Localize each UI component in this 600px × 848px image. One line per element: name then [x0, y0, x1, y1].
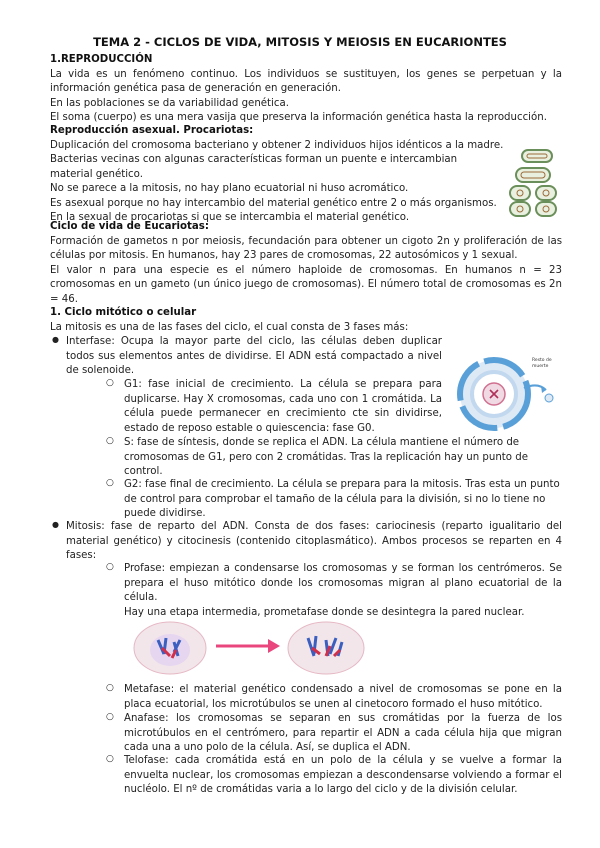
- bullet-dot: ●: [52, 335, 59, 344]
- section-heading: Ciclo de vida de Eucariotas:: [50, 221, 209, 232]
- paragraph: No se parece a la mitosis, no hay plano ecuatorial ni huso acromático.: [50, 183, 409, 194]
- list-item-telofase: [106, 754, 562, 798]
- list-item-g1: [106, 378, 442, 436]
- list-item-profase: [106, 562, 562, 620]
- list-item-anafase: [106, 712, 562, 756]
- paragraph: Duplicación del cromosoma bacteriano y obtener 2 individuos hijos idénticos a la madre.: [50, 139, 504, 151]
- page-title: TEMA 2 - CICLOS DE VIDA, MITOSIS Y MEIOSIS EN EUCARIONTES: [93, 35, 507, 49]
- section-ciclo: [50, 306, 562, 335]
- bullet-dot: ●: [52, 520, 59, 529]
- paragraph: G1: fase inicial de crecimiento. La célula se prepara para duplicarse. Hay X cromosomas, cada uno con 1 cromátida. La célula puede permanecer en crecimiento cte sin dividirse, estado de reposo estable o quiescencia: fase G0.: [124, 379, 442, 434]
- bullet-circle: ○: [106, 378, 114, 388]
- paragraph: Mitosis: fase de reparto del ADN. Consta de dos fases: cariocinesis (reparto igualitario del material genético) y citocinesis (contenido citoplasmático). Ambos procesos se reparten en 4 fases:: [66, 521, 562, 561]
- bullet-circle: ○: [106, 754, 114, 764]
- bullet-circle: ○: [106, 712, 114, 722]
- bullet-circle: ○: [106, 683, 114, 693]
- figure-label: Resto de muerte: [532, 358, 552, 369]
- paragraph: Anafase: los cromosomas se separan en sus cromátidas por la fuerza de los microtúbulos en el centrómero, para repartir el ADN a cada célula hija que migran cada una a uno polo de la célula. Así, se duplica el ADN.: [124, 713, 562, 753]
- paragraph: En las poblaciones se da variabilidad genética.: [50, 97, 289, 109]
- section-heading: Reproducción asexual. Procariotas:: [50, 125, 254, 136]
- list-item-mitosis: [52, 520, 562, 564]
- mitosis-figure: [130, 618, 380, 676]
- paragraph: Formación de gametos n por meiosis, fecundación para obtener un cigoto 2n y proliferación de las células por mitosis. En humanos, hay 23 pares de cromosomas, 22 autosómicos y 1 sexual.: [50, 235, 562, 261]
- paragraph: El soma (cuerpo) es una mera vasija que preserva la información genética hasta la reproducción.: [50, 112, 547, 123]
- bullet-circle: ○: [106, 562, 114, 572]
- section-eucariotas: [50, 220, 562, 307]
- paragraph: Telofase: cada cromátida está en un polo de la célula y se vuelve a formar la envuelta nuclear, los cromosomas empiezan a descondensarse volviendo a formar el nucléolo. El nº de cromátidas varia a lo largo del ciclo y de la división celular.: [124, 755, 562, 795]
- paragraph: Profase: empiezan a condensarse los cromosomas y se forman los centrómeros. Se prepara el huso mitótico donde los cromosomas migran al plano ecuatorial de la célula.: [124, 563, 562, 603]
- paragraph: Bacterias vecinas con algunas características forman un puente e intercambian material genético.: [50, 154, 458, 180]
- paragraph: Interfase: Ocupa la mayor parte del ciclo, las células deben duplicar todos sus elementos antes de dividirse. El ADN está compactado a nivel de solenoide.: [66, 336, 442, 376]
- section-asexual: [50, 124, 510, 226]
- section-heading: 1. Ciclo mitótico o celular: [50, 307, 197, 318]
- bacteria-figure: [508, 148, 560, 218]
- cell-cycle-figure: [446, 348, 558, 438]
- list-item-metafase: [106, 683, 562, 712]
- paragraph: La mitosis es una de las fases del ciclo, el cual consta de 3 fases más:: [50, 321, 409, 333]
- paragraph: Metafase: el material genético condensado a nivel de cromosomas se pone en la placa ecuatorial, los microtúbulos se unen al cinetocoro formado el huso mitótico.: [124, 684, 562, 710]
- paragraph: El valor n para una especie es el número haploide de cromosomas. En humanos n = 23 cromosomas en un gameto (un único juego de cromosomas). El número total de cromosomas es 2n = 46.: [50, 264, 562, 305]
- bullet-circle: ○: [106, 436, 114, 446]
- list-item-g2: [106, 478, 562, 522]
- paragraph: Hay una etapa intermedia, prometafase donde se desintegra la pared nuclear.: [124, 606, 525, 618]
- paragraph: En la sexual de procariotas si que se intercambia el material genético.: [50, 212, 410, 223]
- section-reproduccion: [50, 53, 562, 126]
- paragraph: La vida es un fenómeno continuo. Los individuos se sustituyen, los genes se perpetuan y la información genética pasa de generación en generación.: [50, 68, 562, 94]
- list-item-s: [106, 436, 562, 480]
- paragraph: S: fase de síntesis, donde se replica el ADN. La célula mantiene el número de cromosomas de G1, pero con 2 cromátidas. Tras la replicación hay un punto de control.: [124, 437, 529, 477]
- list-item-interfase: [52, 335, 442, 379]
- paragraph: Es asexual porque no hay intercambio del material genético entre 2 o más organismos.: [50, 197, 497, 209]
- section-heading: 1.REPRODUCCIÓN: [50, 54, 153, 65]
- paragraph: G2: fase final de crecimiento. La célula se prepara para la mitosis. Tras esta un punto de control para comprobar el tamaño de la célula para la división, si no lo tiene no puede dividirse.: [124, 479, 560, 519]
- bullet-circle: ○: [106, 478, 114, 488]
